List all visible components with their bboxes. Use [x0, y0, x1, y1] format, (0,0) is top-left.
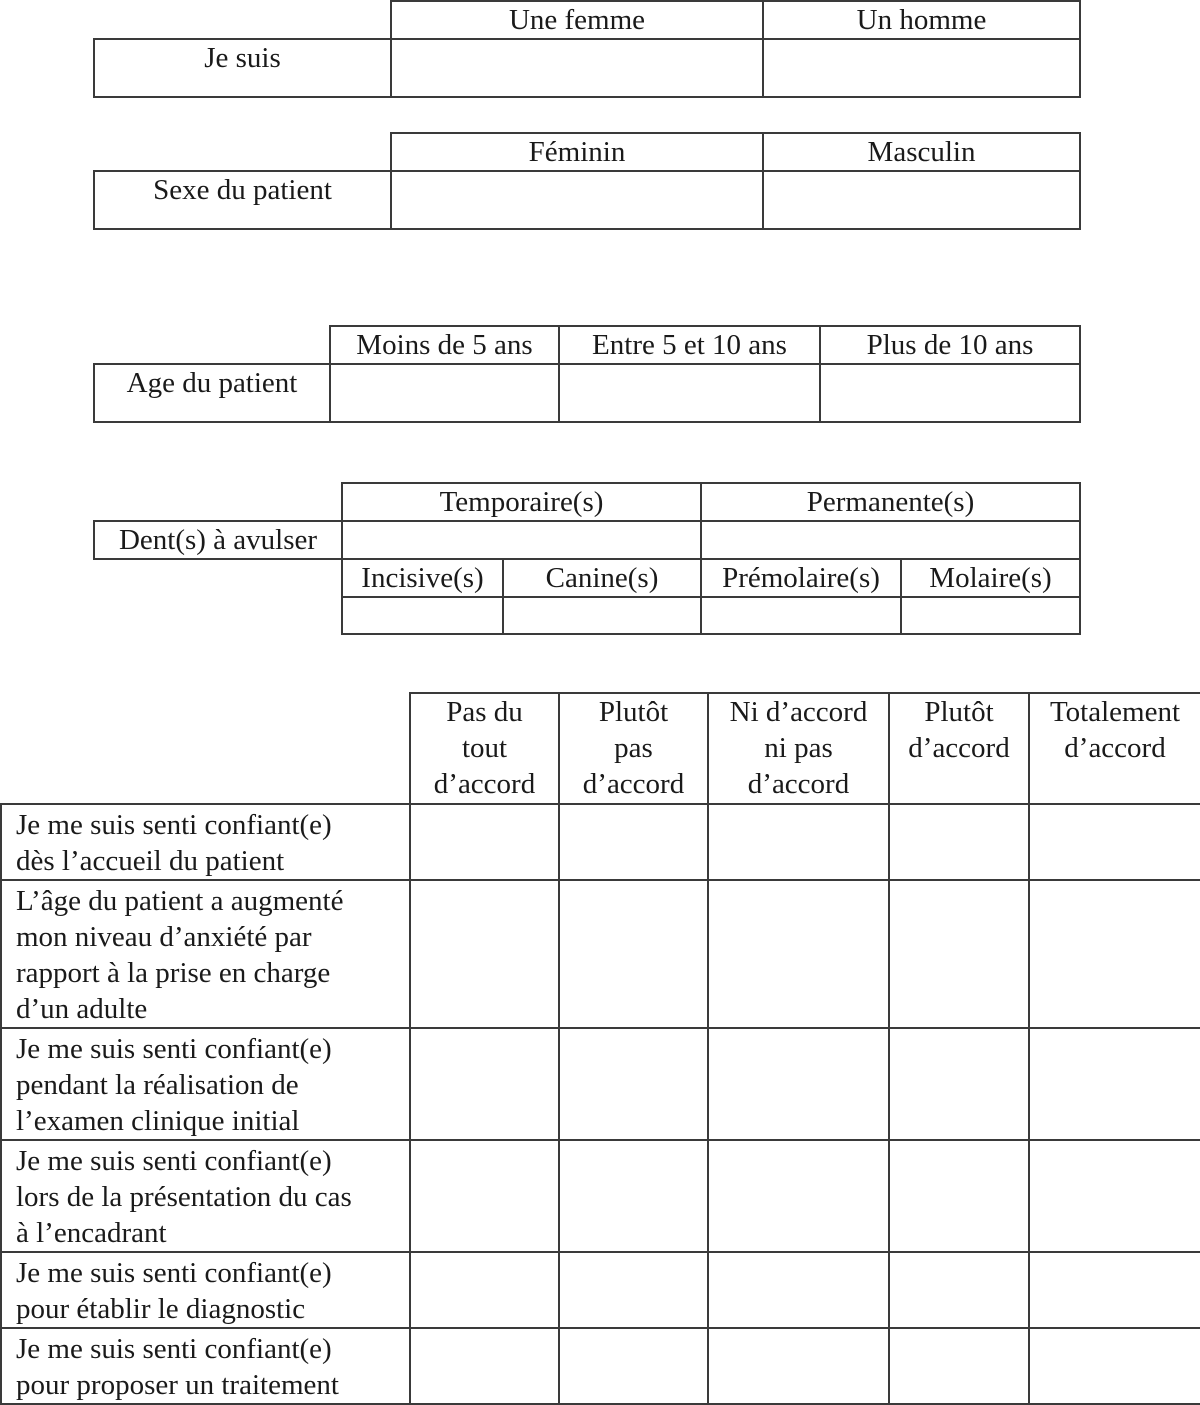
scale-header-neutral — [708, 693, 889, 804]
answer-cell-neutral[interactable] — [708, 804, 889, 880]
statement-label — [1, 804, 410, 880]
answer-cell-permanent[interactable] — [701, 521, 1080, 559]
table-row — [1, 1252, 1200, 1328]
answer-cell-rather-agree[interactable] — [889, 1328, 1029, 1404]
answer-cell-molar[interactable] — [901, 597, 1080, 634]
answer-cell-feminine[interactable] — [391, 171, 763, 229]
question-label-teeth: Dent(s) à avulser — [94, 521, 342, 559]
option-header-over-10: Plus de 10 ans — [820, 326, 1080, 364]
answer-cell-strongly-disagree[interactable] — [410, 1028, 559, 1140]
answer-cell-rather-agree[interactable] — [889, 880, 1029, 1028]
answer-cell-rather-disagree[interactable] — [559, 1252, 708, 1328]
answer-cell-strongly-disagree[interactable] — [410, 1328, 559, 1404]
option-header-female: Une femme — [391, 1, 763, 39]
answer-cell-rather-disagree[interactable] — [559, 804, 708, 880]
type-header-premolar: Prémolaire(s) — [701, 559, 901, 597]
text-line: pour établir le diagnostic — [16, 1293, 306, 1325]
text-line: d’accord — [908, 732, 1010, 764]
answer-cell-strongly-disagree[interactable] — [410, 1140, 559, 1252]
option-header-feminine: Féminin — [391, 133, 763, 171]
text-line: Je me suis senti confiant(e) — [16, 1257, 332, 1289]
statement-label — [1, 1252, 410, 1328]
empty-spacer — [94, 597, 342, 634]
answer-cell-female[interactable] — [391, 39, 763, 97]
empty-corner — [94, 483, 342, 521]
answer-cell-strongly-agree[interactable] — [1029, 1328, 1200, 1404]
answer-cell-over-10[interactable] — [820, 364, 1080, 422]
answer-cell-neutral[interactable] — [708, 1028, 889, 1140]
text-line: Plutôt — [598, 696, 669, 728]
answer-cell-neutral[interactable] — [708, 1140, 889, 1252]
group-header-temporary: Temporaire(s) — [342, 483, 701, 521]
text-line: d’accord — [582, 768, 685, 800]
text-line: Je me suis senti confiant(e) — [16, 809, 332, 841]
scale-header-rather-agree — [889, 693, 1029, 804]
table-row — [1, 1028, 1200, 1140]
answer-cell-strongly-disagree[interactable] — [410, 804, 559, 880]
table-row — [1, 1328, 1200, 1404]
text-line: l’examen clinique initial — [16, 1105, 300, 1137]
answer-cell-rather-disagree[interactable] — [559, 1328, 708, 1404]
question-label-patient-age: Age du patient — [94, 364, 330, 422]
answer-cell-5-to-10[interactable] — [559, 364, 820, 422]
answer-cell-rather-agree[interactable] — [889, 804, 1029, 880]
empty-spacer — [94, 559, 342, 597]
empty-corner — [94, 133, 391, 171]
table-row — [1, 880, 1200, 1028]
text-line: d’accord — [433, 768, 536, 800]
type-header-molar: Molaire(s) — [901, 559, 1080, 597]
text-line: Je me suis senti confiant(e) — [16, 1145, 332, 1177]
text-line: Je me suis senti confiant(e) — [16, 1033, 332, 1065]
statement-label — [1, 1140, 410, 1252]
text-line: Pas du — [446, 696, 523, 728]
answer-cell-strongly-agree[interactable] — [1029, 804, 1200, 880]
patient-sex-table — [93, 132, 1081, 230]
answer-cell-rather-disagree[interactable] — [559, 1140, 708, 1252]
answer-cell-strongly-disagree[interactable] — [410, 880, 559, 1028]
empty-corner — [94, 326, 330, 364]
text-line: L’âge du patient a augmenté — [16, 885, 344, 917]
answer-cell-rather-agree[interactable] — [889, 1028, 1029, 1140]
statement-label — [1, 880, 410, 1028]
table-row — [1, 804, 1200, 880]
empty-corner — [1, 693, 410, 804]
answer-cell-strongly-agree[interactable] — [1029, 1028, 1200, 1140]
scale-header-strongly-disagree — [410, 693, 559, 804]
option-header-5-to-10: Entre 5 et 10 ans — [559, 326, 820, 364]
likert-header-row — [1, 693, 1200, 804]
type-header-canine: Canine(s) — [503, 559, 701, 597]
text-line: pour proposer un traitement — [16, 1369, 339, 1401]
answer-cell-rather-disagree[interactable] — [559, 880, 708, 1028]
text-line: d’accord — [747, 768, 850, 800]
type-header-incisor: Incisive(s) — [342, 559, 503, 597]
option-header-masculine: Masculin — [763, 133, 1080, 171]
empty-corner — [94, 1, 391, 39]
answer-cell-temporary[interactable] — [342, 521, 701, 559]
text-line: pendant la réalisation de — [16, 1069, 299, 1101]
answer-cell-incisor[interactable] — [342, 597, 503, 634]
answer-cell-strongly-agree[interactable] — [1029, 1140, 1200, 1252]
text-line: Je me suis senti confiant(e) — [16, 1333, 332, 1365]
answer-cell-neutral[interactable] — [708, 1252, 889, 1328]
text-line: Ni d’accord — [729, 696, 868, 728]
identity-table — [93, 0, 1081, 98]
answer-cell-rather-agree[interactable] — [889, 1140, 1029, 1252]
likert-table — [0, 692, 1200, 1405]
answer-cell-male[interactable] — [763, 39, 1080, 97]
text-line: d’un adulte — [16, 993, 148, 1025]
text-line: rapport à la prise en charge — [16, 957, 331, 989]
text-line: Totalement — [1049, 696, 1181, 728]
group-header-permanent: Permanente(s) — [701, 483, 1080, 521]
text-line: lors de la présentation du cas — [16, 1181, 352, 1213]
option-header-male: Un homme — [763, 1, 1080, 39]
answer-cell-under-5[interactable] — [330, 364, 559, 422]
answer-cell-neutral[interactable] — [708, 1328, 889, 1404]
text-line: Plutôt — [924, 696, 994, 728]
scale-header-strongly-agree — [1029, 693, 1200, 804]
answer-cell-rather-disagree[interactable] — [559, 1028, 708, 1140]
answer-cell-strongly-disagree[interactable] — [410, 1252, 559, 1328]
scale-header-rather-disagree — [559, 693, 708, 804]
question-label-patient-sex: Sexe du patient — [94, 171, 391, 229]
text-line: dès l’accueil du patient — [16, 845, 285, 877]
table-row — [1, 1140, 1200, 1252]
question-label-identity: Je suis — [94, 39, 391, 97]
answer-cell-neutral[interactable] — [708, 880, 889, 1028]
text-line: à l’encadrant — [16, 1217, 167, 1249]
text-line: mon niveau d’anxiété par — [16, 921, 312, 953]
answer-cell-masculine[interactable] — [763, 171, 1080, 229]
answer-cell-rather-agree[interactable] — [889, 1252, 1029, 1328]
teeth-table — [93, 482, 1081, 635]
text-line: tout — [461, 732, 508, 764]
answer-cell-strongly-agree[interactable] — [1029, 1252, 1200, 1328]
statement-label — [1, 1028, 410, 1140]
text-line: ni pas — [764, 732, 833, 764]
text-line: d’accord — [1064, 732, 1166, 764]
answer-cell-premolar[interactable] — [701, 597, 901, 634]
answer-cell-canine[interactable] — [503, 597, 701, 634]
option-header-under-5: Moins de 5 ans — [330, 326, 559, 364]
statement-label — [1, 1328, 410, 1404]
answer-cell-strongly-agree[interactable] — [1029, 880, 1200, 1028]
patient-age-table — [93, 325, 1081, 423]
text-line: pas — [614, 732, 653, 764]
